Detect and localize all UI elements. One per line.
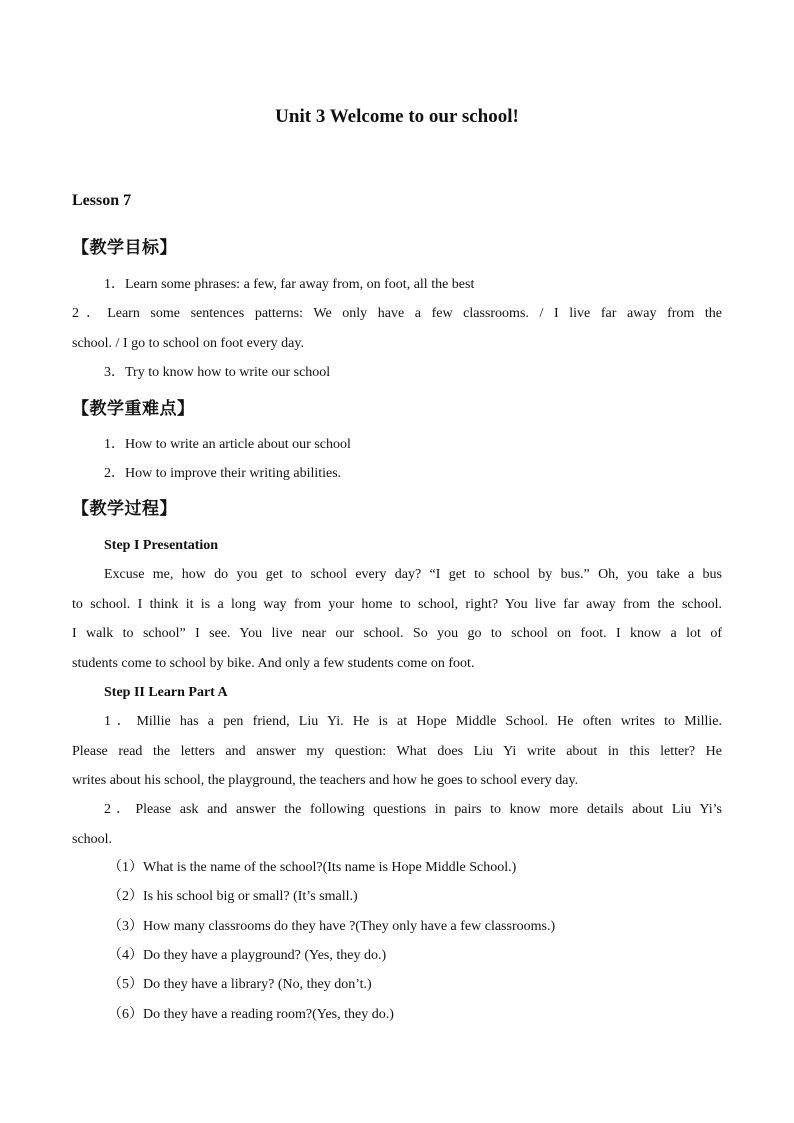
process-heading: 【教学过程】 <box>72 499 177 518</box>
step2-line: 2．Please ask and answer the following questions in pairs to know more details about Liu Yi’s <box>104 802 722 817</box>
objectives-heading: 【教学目标】 <box>72 238 177 257</box>
step2-title: Step II Learn Part A <box>104 685 228 700</box>
step2-line: writes about his school, the playground, the teachers and how he goes to school every day. <box>72 773 579 788</box>
step1-line: I walk to school” I see. You live near our school. So you go to school on foot. I know a lot of <box>72 626 722 641</box>
question-item: （1）What is the name of the school?(Its name is Hope Middle School.) <box>108 860 517 875</box>
question-item: （4）Do they have a playground? (Yes, they do.) <box>108 948 387 963</box>
objective-line: 2．Learn some sentences patterns: We only have a few classrooms. / I live far away from the <box>72 306 722 321</box>
step1-title: Step I Presentation <box>104 538 219 553</box>
step2-line: 1．Millie has a pen friend, Liu Yi. He is at Hope Middle School. He often writes to Millie. <box>104 714 722 729</box>
step1-line: students come to school by bike. And only a few students come on foot. <box>72 656 475 671</box>
lesson-heading: Lesson 7 <box>72 192 132 209</box>
step1-line: to school. I think it is a long way from your home to school, right? You live far away from the school. <box>72 597 722 612</box>
step1-line: Excuse me, how do you get to school every day? “I get to school by bus.” Oh, you take a bus <box>104 567 722 582</box>
step2-line: Please read the letters and answer my question: What does Liu Yi write about in this letter? He <box>72 744 722 759</box>
step2-line: school. <box>72 832 113 847</box>
key-point-line: 2．How to improve their writing abilities. <box>104 466 342 481</box>
objective-line: school. / I go to school on foot every day. <box>72 336 304 351</box>
objective-line: 3．Try to know how to write our school <box>104 365 331 380</box>
question-item: （2）Is his school big or small? (It’s small.) <box>108 889 358 904</box>
key-points-heading: 【教学重难点】 <box>72 399 195 418</box>
key-point-line: 1．How to write an article about our school <box>104 437 351 452</box>
objective-line: 1．Learn some phrases: a few, far away from, on foot, all the best <box>104 277 475 292</box>
question-item: （6）Do they have a reading room?(Yes, they do.) <box>108 1007 394 1022</box>
document-title: Unit 3 Welcome to our school! <box>275 106 519 127</box>
question-item: （5）Do they have a library? (No, they don’t.) <box>108 977 372 992</box>
question-item: （3）How many classrooms do they have ?(They only have a few classrooms.) <box>108 919 556 934</box>
